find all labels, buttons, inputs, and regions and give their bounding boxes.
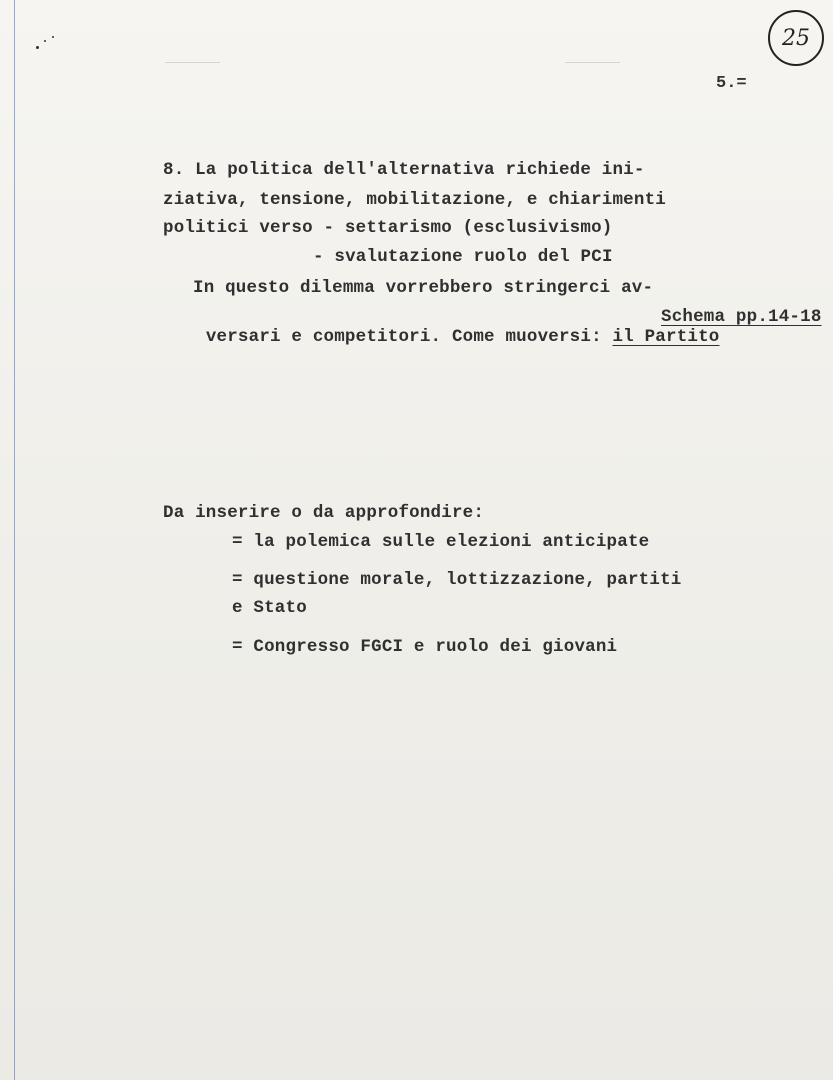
additions-heading: Da inserire o da approfondire: <box>163 503 485 523</box>
ink-speck <box>52 36 54 38</box>
faint-mark <box>165 62 220 63</box>
section8-line-2: ziativa, tensione, mobilitazione, e chiarimenti <box>163 190 666 210</box>
section8-line-6 <box>163 307 720 367</box>
section8-line-3: politici verso - settarismo (esclusivismo) <box>163 218 613 238</box>
section8-line-6-text: versari e competitori. Come muoversi: <box>205 327 613 347</box>
page-number: 5.= <box>716 74 747 93</box>
ink-speck <box>36 46 39 49</box>
circled-page-number-text: 25 <box>782 25 810 51</box>
addition-item-3: = Congresso FGCI e ruolo dei giovani <box>232 637 618 657</box>
schema-reference: Schema pp.14-18 <box>661 307 822 327</box>
addition-item-2-cont: e Stato <box>232 598 307 618</box>
party-reference: il Partito <box>612 327 720 347</box>
addition-item-1: = la polemica sulle elezioni anticipate <box>232 532 650 552</box>
faint-mark <box>565 62 620 63</box>
section8-line-5: In questo dilemma vorrebbero stringerci av- <box>193 278 654 298</box>
addition-item-2: = questione morale, lottizzazione, partiti <box>232 570 682 590</box>
section8-line-1: 8. La politica dell'alternativa richiede ini- <box>163 160 645 180</box>
circled-page-number <box>768 10 824 66</box>
ink-speck <box>44 40 46 42</box>
margin-rule <box>14 0 15 1080</box>
section8-line-4: - svalutazione ruolo del PCI <box>313 247 613 267</box>
